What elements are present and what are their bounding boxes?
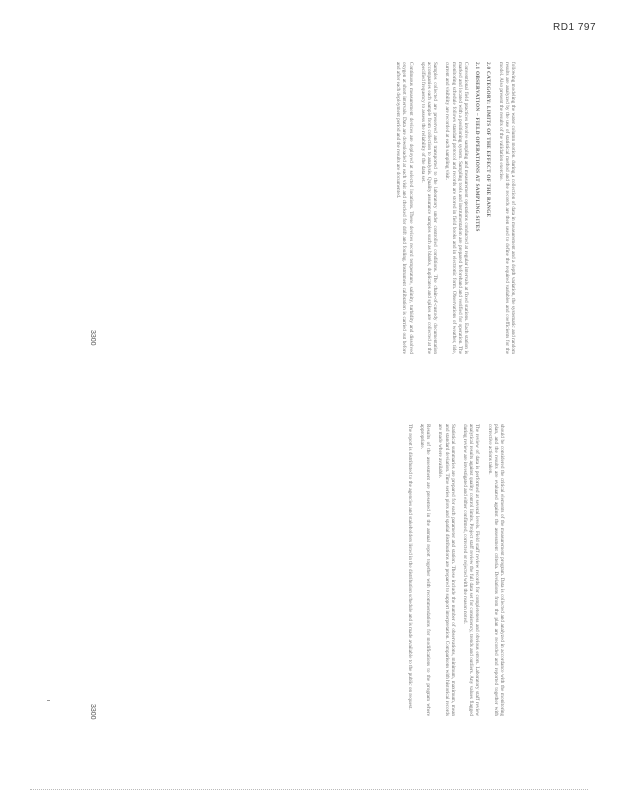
document-id: RD1 797	[553, 22, 596, 33]
paragraph: Continuous measurement devices are deployed at selected locations. These devices record temperature, salinity, turbidity and dissolved oxygen at short intervals. Data are downloaded at each visit and checked for drift and fouling. Instrument calibration is carried out before and after each deployment period and the results are documented.	[395, 62, 414, 354]
bottom-rule	[30, 789, 588, 790]
text-column-left	[389, 62, 516, 354]
page-number-right: 3300	[89, 704, 96, 720]
subsection-heading: 2.1 OBSERVATION – FIELD OPERATIONS AT SAMPLING SITES	[474, 62, 481, 232]
paragraph: Results of the assessment are presented in the annual report together with recommendations for modifications to the program where appropriate.	[418, 424, 432, 716]
paragraph: Statistical summaries are prepared for each parameter and station. These include the number of observations, minimum, maximum, mean and standard deviation. Time series plots and spatial distributions are prepared to support interpretation. Comparisons with historical records are made where available.	[437, 424, 456, 716]
paragraph: The review of data is performed at several levels. Field staff review records for completeness and obvious errors. Laboratory staff review analytical results against quality control limits. Project staff review the full data set for consistency, trends and outliers. Any values flagged during review are investigated and either confirmed, corrected or rejected with the reason noted.	[461, 424, 481, 716]
paragraph: Samples collected are preserved and transported to the laboratory under controlled conditions. The chain-of-custody documentation accompanies each sample from collection to analysis. Quality assurance samples such as blanks, duplicates and spikes are collected at the specified frequency to assess the reliability of the data set.	[419, 62, 439, 354]
paragraph: The report is distributed to the agencies and stakeholders listed in the distribution schedule and is made available to the public on request.	[406, 424, 413, 710]
paragraph: Conventional field practices involve sampling and measurement operations conducted at regular intervals at fixed stations. Each station is marked and located with a positioning system. Sampling tools and instrumentation are prepared beforehand and verified for operation. The monitoring schedule follows standard protocol and records are stored in field books and in electronic form. Observations of weather, tide, current and visibility are recorded at each sampling visit.	[444, 62, 469, 354]
section-heading: 2.0 CATEGORY: LIMITS OF THE EFFECT OF THE RANGE	[485, 62, 492, 218]
margin-mark	[47, 700, 50, 701]
paragraph: should be considered the critical elements of the measurement program. Data is collected and analyzed in accordance with the monitoring plan, and the results are evaluated against the assessment criteria. Deviations from the plan are recorded and reported together with corrective actions taken.	[486, 424, 505, 716]
text-column-right	[401, 424, 505, 716]
paragraph: following modeling the water column motion. during a collection of data in measurement and a depth variation, the systematic and random results are analyzed by the use of statistical method and the records are then used to define the required variables and coefficients for the model. Also present the results of the validation exercise.	[497, 62, 516, 354]
page-number-left: 3300	[89, 330, 96, 346]
